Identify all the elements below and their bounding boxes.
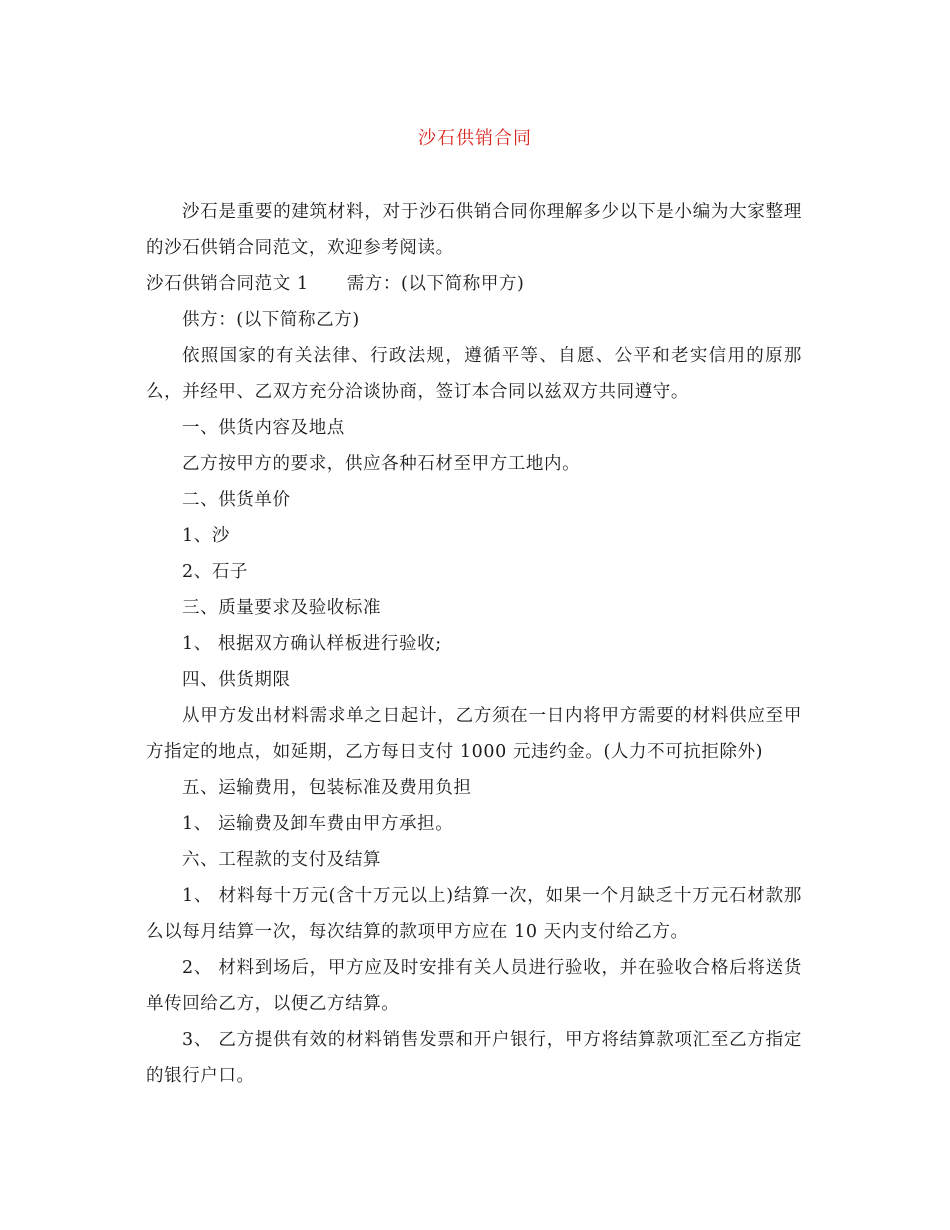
seller-line: 供方：(以下简称乙方): [182, 310, 360, 330]
intro-paragraph: 沙石是重要的建筑材料，对于沙石供销合同你理解多少以下是小编为大家整理的沙石供销合同范文，欢迎参考阅读。: [146, 202, 802, 258]
buyer-line: 需方：(以下简称甲方): [346, 274, 525, 294]
section-6-item-2: 2、 材料到场后，甲方应及时安排有关人员进行验收，并在验收合格后将送货单传回给乙方，以便乙方结算。: [146, 958, 802, 1014]
section-6-item-1: 1、 材料每十万元(含十万元以上)结算一次，如果一个月缺乏十万元石材款那么以每月结算一次，每次结算的款项甲方应在 10 天内支付给乙方。: [146, 886, 802, 942]
sample-label: 沙石供销合同范文 1: [146, 274, 309, 294]
preamble-paragraph: 依照国家的有关法律、行政法规，遵循平等、自愿、公平和老实信用的原那么，并经甲、乙双方充分洽谈协商，签订本合同以兹双方共同遵守。: [146, 346, 802, 402]
section-5-item-1: 1、 运输费及卸车费由甲方承担。: [182, 814, 454, 834]
section-2-item-2: 2、石子: [182, 562, 249, 582]
section-3-item-1: 1、 根据双方确认样板进行验收;: [182, 634, 442, 654]
section-4-text: 从甲方发出材料需求单之日起计，乙方须在一日内将甲方需要的材料供应至甲方指定的地点，如延期，乙方每日支付 1000 元违约金。(人力不可抗拒除外): [146, 706, 802, 762]
section-3-heading: 三、质量要求及验收标准: [182, 598, 382, 618]
section-1-heading: 一、供货内容及地点: [182, 418, 345, 438]
section-1-text: 乙方按甲方的要求，供应各种石材至甲方工地内。: [182, 454, 581, 474]
section-5-heading: 五、运输费用，包装标准及费用负担: [182, 778, 472, 798]
document-title: 沙石供销合同: [418, 128, 532, 149]
section-4-heading: 四、供货期限: [182, 670, 291, 690]
section-6-item-3: 3、 乙方提供有效的材料销售发票和开户银行，甲方将结算款项汇至乙方指定的银行户口。: [146, 1030, 802, 1086]
document-body: [146, 194, 802, 1094]
sample-row: [146, 266, 802, 302]
section-6-heading: 六、工程款的支付及结算: [182, 850, 382, 870]
section-2-item-1: 1、沙: [182, 526, 230, 546]
section-2-heading: 二、供货单价: [182, 490, 291, 510]
